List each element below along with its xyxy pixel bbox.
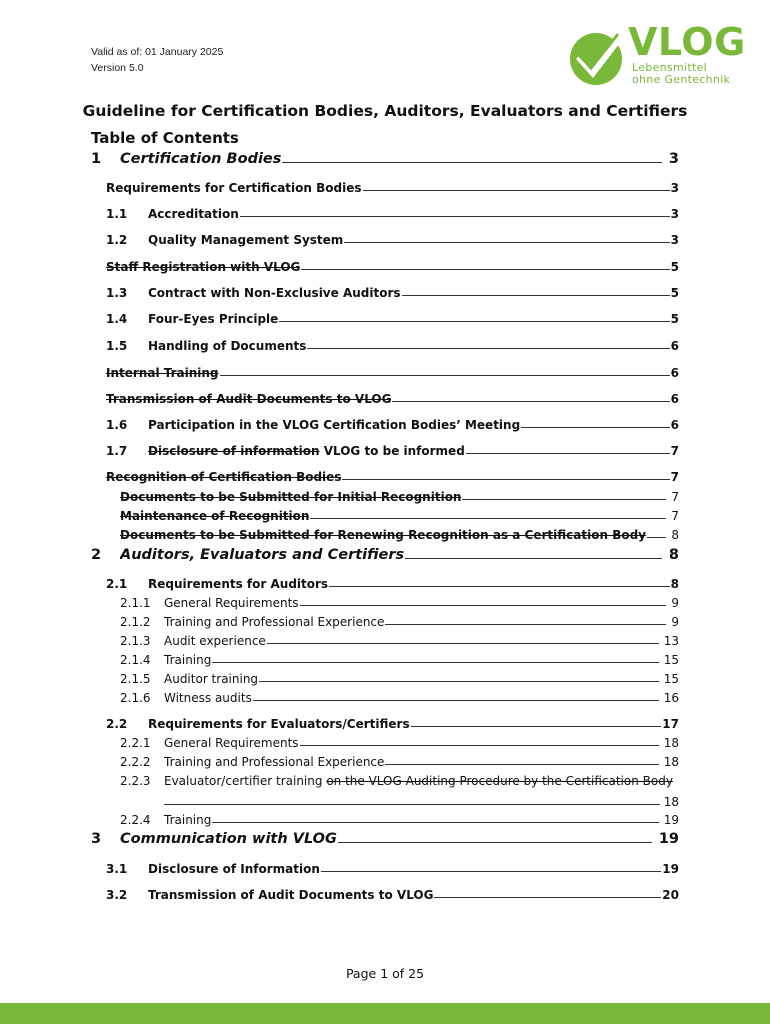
toc-text: Training: [164, 653, 212, 667]
toc-page: 9: [671, 596, 679, 610]
toc-text: [164, 774, 673, 788]
toc-number: 1.1: [106, 207, 128, 221]
toc-page: 20: [662, 888, 679, 902]
toc-text: Training: [164, 813, 212, 827]
toc-number: 2.2.1: [120, 736, 151, 750]
toc-page: 7: [671, 490, 679, 504]
vlog-logo: [566, 20, 746, 90]
toc-text: Recognition of Certification Bodies: [106, 470, 342, 484]
toc-leader: [164, 804, 660, 805]
toc-text: Transmission of Audit Documents to VLOG: [106, 392, 392, 406]
toc-leader: [329, 586, 670, 587]
toc-entry-3-1[interactable]: [106, 862, 679, 876]
toc-text: General Requirements: [164, 736, 299, 750]
toc-entry-2-1-3[interactable]: [120, 634, 679, 648]
toc-page: 7: [671, 509, 679, 523]
toc-number: 1.5: [106, 339, 128, 353]
toc-leader: [385, 624, 666, 625]
toc-leader: [212, 822, 658, 823]
toc-page: 8: [671, 528, 679, 542]
toc-leader: [342, 479, 669, 480]
toc-text: Training and Professional Experience: [164, 755, 385, 769]
toc-text: Maintenance of Recognition: [120, 509, 310, 523]
toc-number: 1.7: [106, 444, 128, 458]
vlog-checkmark-logo-icon: [566, 26, 628, 86]
toc-entry-2[interactable]: [91, 547, 679, 563]
toc-number: 2.1.4: [120, 653, 151, 667]
toc-entry-2-2-4[interactable]: [120, 813, 679, 827]
toc-entry-2-1-4[interactable]: [120, 653, 679, 667]
toc-page: 19: [662, 862, 679, 876]
toc-page: 18: [663, 755, 679, 769]
toc-page: 17: [662, 717, 679, 731]
toc-page: 8: [668, 547, 679, 563]
toc-leader: [300, 605, 667, 606]
toc-number: 2.1.5: [120, 672, 151, 686]
toc-page: 6: [670, 339, 679, 353]
toc-leader: [405, 558, 662, 559]
toc-text-plain: Evaluator/certifier training: [164, 774, 327, 788]
toc-number: 2.2.4: [120, 813, 151, 827]
toc-entry-documents-initial-recognition[interactable]: [120, 490, 679, 504]
toc-page: 19: [658, 831, 679, 847]
version: Version 5.0: [91, 62, 144, 74]
toc-text: General Requirements: [164, 596, 299, 610]
toc-page: 6: [670, 418, 679, 432]
toc-page: 3: [670, 207, 679, 221]
toc-leader: [385, 764, 658, 765]
toc-entry-requirements-for-certification-bodies[interactable]: [106, 181, 679, 195]
page-number: Page 1 of 25: [345, 966, 425, 981]
footer-green-bar: [0, 1003, 770, 1024]
toc-entry-1-3[interactable]: [106, 286, 679, 300]
toc-text: Witness audits: [164, 691, 252, 705]
document-title: Guideline for Certification Bodies, Auditors, Evaluators and Certifiers: [82, 102, 688, 120]
toc-text: Participation in the VLOG Certification Bodies’ Meeting: [148, 418, 521, 432]
toc-page: 3: [670, 233, 679, 247]
toc-number: 2.2.3: [120, 774, 151, 788]
toc-number: 1.2: [106, 233, 128, 247]
toc-text: Communication with VLOG: [120, 831, 337, 847]
toc-page: 9: [671, 615, 679, 629]
toc-leader: [300, 745, 659, 746]
toc-number: 1.6: [106, 418, 128, 432]
toc-entry-2-2-2[interactable]: [120, 755, 679, 769]
toc-entry-documents-renewing-recognition[interactable]: [120, 528, 679, 542]
logo-tagline: [632, 62, 730, 86]
toc-leader: [259, 681, 659, 682]
toc-entry-1-7[interactable]: [106, 444, 679, 458]
toc-leader: [402, 295, 670, 296]
toc-page: 3: [668, 151, 679, 167]
toc-entry-3-2[interactable]: [106, 888, 679, 902]
toc-text: Handling of Documents: [148, 339, 307, 353]
toc-leader: [212, 662, 658, 663]
toc-leader: [392, 401, 669, 402]
toc-leader: [301, 269, 669, 270]
toc-page: 16: [663, 691, 679, 705]
toc-leader: [462, 499, 666, 500]
toc-entry-2-1-5[interactable]: [120, 672, 679, 686]
toc-text: Auditor training: [164, 672, 259, 686]
toc-leader: [434, 897, 661, 898]
toc-leader: [267, 643, 659, 644]
toc-page: 18: [663, 736, 679, 750]
toc-leader: [220, 375, 670, 376]
toc-text-inserted: VLOG to be informed: [319, 444, 465, 458]
toc-page: 8: [670, 577, 679, 591]
toc-number: 3: [91, 831, 102, 847]
toc-text: Internal Training: [106, 366, 219, 380]
logo-tagline-line-1: Lebensmittel: [632, 61, 707, 74]
valid-as-of: Valid as of: 01 January 2025: [91, 46, 224, 58]
toc-heading: Table of Contents: [91, 129, 239, 147]
toc-text: [148, 444, 465, 458]
toc-text: Accreditation: [148, 207, 239, 221]
toc-entry-1[interactable]: [91, 151, 679, 167]
document-meta: [91, 44, 223, 76]
toc-number: 2.1.3: [120, 634, 151, 648]
toc-leader: [411, 726, 662, 727]
toc-leader: [338, 842, 652, 843]
toc-leader: [240, 216, 670, 217]
toc-entry-staff-registration[interactable]: [106, 260, 679, 274]
toc-entry-2-1-6[interactable]: [120, 691, 679, 705]
toc-text-struck: on the VLOG Auditing Procedure by the Certification Body: [326, 774, 673, 788]
toc-entry-2-1-1[interactable]: [120, 596, 679, 610]
toc-text: Requirements for Evaluators/Certifiers: [148, 717, 410, 731]
toc-number: 2.1.2: [120, 615, 151, 629]
toc-text: Requirements for Certification Bodies: [106, 181, 362, 195]
toc-leader: [253, 700, 659, 701]
toc-entry-1-2[interactable]: [106, 233, 679, 247]
toc-text: Requirements for Auditors: [148, 577, 329, 591]
toc-text: Documents to be Submitted for Initial Recognition: [120, 490, 462, 504]
toc-leader: [321, 871, 661, 872]
toc-number: 3.1: [106, 862, 128, 876]
toc-page: 13: [663, 634, 679, 648]
toc-page: 18: [663, 795, 679, 809]
toc-entry-transmission-of-audit-documents-struck[interactable]: [106, 392, 679, 406]
toc-number: 2.1.1: [120, 596, 151, 610]
toc-leader: [307, 348, 669, 349]
toc-page: 19: [663, 813, 679, 827]
toc-text: Certification Bodies: [120, 151, 282, 167]
toc-entry-2-2-3-continuation[interactable]: [164, 795, 679, 809]
toc-number: 1: [91, 151, 102, 167]
toc-page: 6: [670, 366, 679, 380]
toc-text: Disclosure of Information: [148, 862, 320, 876]
toc-leader: [282, 162, 662, 163]
toc-page: 7: [670, 444, 679, 458]
toc-entry-1-4[interactable]: [106, 312, 679, 326]
toc-text: Quality Management System: [148, 233, 344, 247]
toc-number: 1.4: [106, 312, 128, 326]
toc-leader: [521, 427, 669, 428]
toc-text: Four-Eyes Principle: [148, 312, 279, 326]
toc-page: 6: [670, 392, 679, 406]
toc-entry-2-1-2[interactable]: [120, 615, 679, 629]
toc-text: Documents to be Submitted for Renewing Recognition as a Certification Body: [120, 528, 646, 542]
toc-entry-2-2-1[interactable]: [120, 736, 679, 750]
toc-entry-2-1[interactable]: [106, 577, 679, 591]
toc-entry-1-5[interactable]: [106, 339, 679, 353]
toc-leader: [466, 453, 670, 454]
toc-leader: [310, 518, 666, 519]
toc-number: 1.3: [106, 286, 128, 300]
toc-page: 15: [663, 672, 679, 686]
toc-entry-1-6[interactable]: [106, 418, 679, 432]
toc-text-struck: Disclosure of information: [148, 444, 320, 458]
toc-page: 15: [663, 653, 679, 667]
toc-entry-2-2[interactable]: [106, 717, 679, 731]
toc-entry-1-1[interactable]: [106, 207, 679, 221]
toc-leader: [279, 321, 669, 322]
toc-text: Audit experience: [164, 634, 266, 648]
toc-entry-maintenance-of-recognition[interactable]: [120, 509, 679, 523]
toc-text: Training and Professional Experience: [164, 615, 385, 629]
toc-entry-recognition-of-certification-bodies[interactable]: [106, 470, 679, 484]
toc-page: 7: [670, 470, 679, 484]
toc-text: Staff Registration with VLOG: [106, 260, 301, 274]
toc-page: 5: [670, 312, 679, 326]
toc-number: 2.2.2: [120, 755, 151, 769]
logo-tagline-line-2: ohne Gentechnik: [632, 73, 731, 86]
toc-page: 5: [670, 286, 679, 300]
logo-wordmark: VLOG: [628, 20, 746, 64]
toc-text: Contract with Non-Exclusive Auditors: [148, 286, 401, 300]
toc-page: 5: [670, 260, 679, 274]
toc-entry-internal-training[interactable]: [106, 366, 679, 380]
toc-number: 2.2: [106, 717, 128, 731]
toc-number: 3.2: [106, 888, 128, 902]
toc-leader: [363, 190, 670, 191]
toc-leader: [344, 242, 669, 243]
toc-entry-2-2-3[interactable]: [120, 774, 679, 788]
toc-leader: [647, 537, 666, 538]
toc-text: Auditors, Evaluators and Certifiers: [120, 547, 405, 563]
toc-number: 2.1.6: [120, 691, 151, 705]
toc-number: 2.1: [106, 577, 128, 591]
toc-text: Transmission of Audit Documents to VLOG: [148, 888, 434, 902]
toc-page: 3: [670, 181, 679, 195]
toc-entry-3[interactable]: [91, 831, 679, 847]
toc-number: 2: [91, 547, 102, 563]
